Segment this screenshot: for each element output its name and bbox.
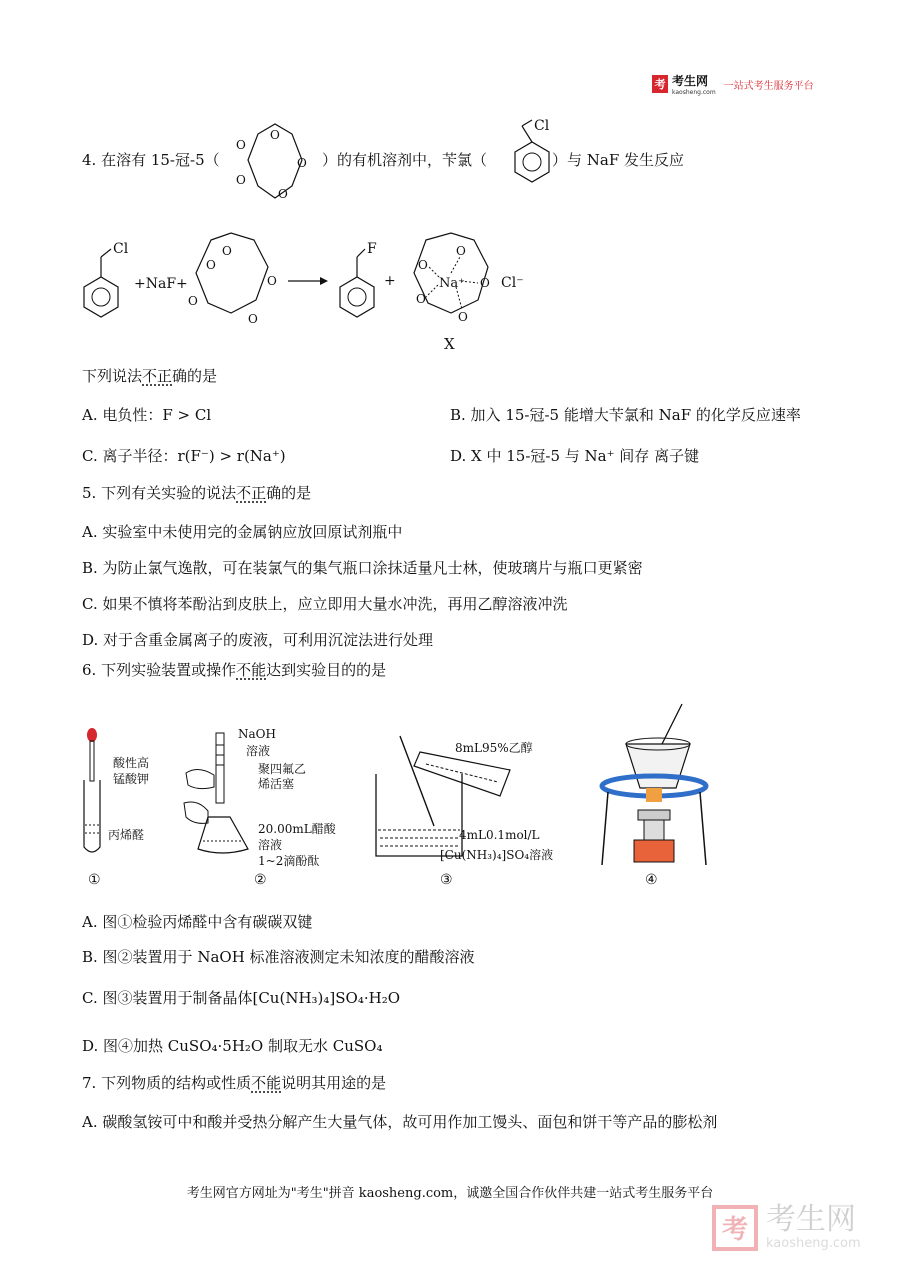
q5-stem-b: 确的是 <box>266 484 312 502</box>
fig4-number: ④ <box>645 872 658 888</box>
ring-atom-label: O <box>458 310 468 324</box>
cl-minus-label: Cl⁻ <box>501 275 524 291</box>
fig2-label-4: 烯活塞 <box>258 777 295 791</box>
watermark-name: 考生网 <box>766 1202 856 1237</box>
q4-option-a: A. 电负性：F > Cl <box>82 406 212 424</box>
fig2-label-1: NaOH <box>238 727 276 741</box>
ring-atom-label: O <box>188 294 198 308</box>
q4-stem-emphasis: 不正 <box>142 367 173 385</box>
q7-stem-b: 说明其用途的是 <box>281 1074 387 1092</box>
q5-option-a: A. 实验室中未使用完的金属钠应放回原试剂瓶中 <box>82 523 403 541</box>
logo-icon: 考 <box>652 75 668 93</box>
q4-option-d: D. X 中 15-冠-5 与 Na⁺ 间存 离子键 <box>450 447 700 465</box>
ring-atom-label: O <box>456 244 466 258</box>
q6-stem-emphasis: 不能 <box>236 661 267 679</box>
fig3-number: ③ <box>440 872 453 888</box>
q5-stem <box>82 483 311 503</box>
fig2-label-2: 溶液 <box>246 744 271 758</box>
crown-ether-structure <box>220 112 325 212</box>
q6-option-b: B. 图②装置用于 NaOH 标准溶液测定未知浓度的醋酸溶液 <box>82 948 475 966</box>
ring-atom-label: O <box>297 156 307 170</box>
q7-option-a: A. 碳酸氢铵可中和酸并受热分解产生大量气体，故可用作加工馒头、面包和饼干等产品的膨松剂 <box>82 1113 718 1131</box>
ring-atom-label: O <box>267 274 277 288</box>
na-plus-label: Na⁺ <box>439 276 465 291</box>
f-label: F <box>367 241 377 257</box>
ring-atom-label: O <box>248 312 258 326</box>
q7-stem-a: 7. 下列物质的结构或性质 <box>82 1074 252 1092</box>
q6-stem <box>82 660 386 680</box>
fig2-label-6: 溶液 <box>258 838 283 852</box>
q4-intro-c: ）与 NaF 发生反应 <box>552 151 685 169</box>
plus-label: + <box>384 273 396 289</box>
q4-stem-a: 下列说法 <box>82 367 143 385</box>
q7-stem-emphasis: 不能 <box>251 1074 282 1092</box>
fig3-label-3: [Cu(NH₃)₄]SO₄溶液 <box>440 848 554 862</box>
fig2-number: ② <box>254 872 267 888</box>
figure-4-evaporating-dish <box>590 700 720 870</box>
footer-text: 考生网官方网址为"考生"拼音 kaosheng.com，诚邀全国合作伙伴共建一站式考生服务平台 <box>186 1186 714 1201</box>
fig1-label-2: 锰酸钾 <box>113 772 150 786</box>
fig1-number: ① <box>88 872 101 888</box>
q4-intro-b: ）的有机溶剂中，苄氯（ <box>322 151 488 169</box>
q4-option-c: C. 离子半径：r(F⁻) > r(Na⁺) <box>82 447 286 465</box>
watermark-logo <box>712 1204 861 1251</box>
q7-stem <box>82 1073 386 1093</box>
figure-1-test-tube <box>80 725 110 860</box>
ring-atom-label: O <box>236 138 246 152</box>
logo-slogan: 一站式考生服务平台 <box>723 80 814 92</box>
logo-name: 考生网 <box>672 74 709 88</box>
ring-atom-label: O <box>206 258 216 272</box>
ring-atom-label: O <box>278 187 288 201</box>
benzyl-chloride-structure <box>490 112 560 197</box>
watermark-icon: 考 <box>712 1205 758 1251</box>
ring-atom-label: O <box>416 292 426 306</box>
q5-option-c: C. 如果不慎将苯酚沾到皮肤上，应立即用大量水冲洗，再用乙醇溶液冲洗 <box>82 595 568 613</box>
fig3-label-1: 8mL95%乙醇 <box>455 741 533 755</box>
q6-option-a: A. 图①检验丙烯醛中含有碳碳双键 <box>82 913 313 931</box>
q4-intro-a: 4. 在溶有 15-冠-5（ <box>82 151 220 169</box>
cl-label: Cl <box>113 241 129 257</box>
fig3-label-2: 4mL0.1mol/L <box>459 828 540 842</box>
q6-stem-a: 6. 下列实验装置或操作 <box>82 661 237 679</box>
watermark-text-block <box>766 1204 861 1251</box>
q6-option-c: C. 图③装置用于制备晶体[Cu(NH₃)₄]SO₄·H₂O <box>82 989 401 1007</box>
watermark-url: kaosheng.com <box>766 1236 861 1251</box>
ring-atom-label: O <box>418 258 428 272</box>
logo-text-block <box>672 72 716 96</box>
ring-atom-label: O <box>480 276 490 290</box>
ring-atom-label: O <box>222 244 232 258</box>
q4-stem <box>82 366 217 386</box>
fig2-label-5: 20.00mL醋酸 <box>258 822 336 836</box>
q5-stem-a: 5. 下列有关实验的说法 <box>82 484 237 502</box>
product-x-label: X <box>444 335 455 353</box>
fig1-label-3: 丙烯醛 <box>108 828 145 842</box>
fig1-label-1: 酸性高 <box>113 756 150 770</box>
q6-option-d: D. 图④加热 CuSO₄·5H₂O 制取无水 CuSO₄ <box>82 1037 383 1055</box>
ring-atom-label: O <box>270 128 280 142</box>
q4-stem-b: 确的是 <box>172 367 218 385</box>
q4-option-b: B. 加入 15-冠-5 能增大苄氯和 NaF 的化学反应速率 <box>450 406 801 424</box>
fig2-label-7: 1~2滴酚酞 <box>258 854 320 868</box>
cl-label: Cl <box>534 118 550 134</box>
logo-url: kaosheng.com <box>672 89 716 96</box>
q6-stem-b: 达到实验目的的是 <box>266 661 387 679</box>
ring-atom-label: O <box>236 173 246 187</box>
q5-option-b: B. 为防止氯气逸散，可在装氯气的集气瓶口涂抹适量凡士林，使玻璃片与瓶口更紧密 <box>82 559 643 577</box>
fig2-label-3: 聚四氟乙 <box>258 762 307 776</box>
reaction-equation <box>76 225 536 355</box>
q5-option-d: D. 对于含重金属离子的废液，可利用沉淀法进行处理 <box>82 631 434 649</box>
header-logo[interactable] <box>652 72 814 96</box>
naf-plus-label: +NaF+ <box>134 276 188 292</box>
q5-stem-emphasis: 不正 <box>236 484 267 502</box>
